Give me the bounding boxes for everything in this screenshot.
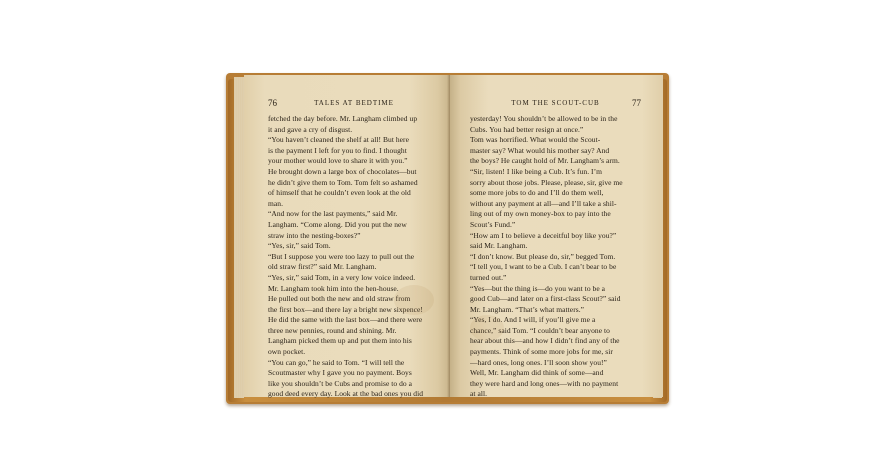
text-line: Mr. Langham took him into the hen-house. bbox=[268, 283, 399, 293]
text-line: the first box—and there lay a bright new sixpence! bbox=[268, 304, 423, 314]
text-line: sorry about those jobs. Please, please, sir, give me bbox=[470, 177, 623, 187]
text-line: Cubs. You had better resign at once.” bbox=[470, 124, 584, 134]
right-page-text bbox=[470, 114, 641, 400]
text-line: some more jobs to do and I’ll do them well, bbox=[470, 188, 604, 198]
text-line: He brought down a large box of chocolates—but bbox=[268, 166, 417, 176]
text-line: said Mr. Langham. bbox=[470, 241, 528, 251]
text-line: he didn’t give them to Tom. Tom felt so ashamed bbox=[268, 177, 418, 187]
left-page bbox=[244, 75, 450, 397]
text-line: fetched the day before. Mr. Langham climbed up bbox=[268, 114, 418, 123]
left-page-stack bbox=[234, 77, 244, 398]
text-line: is the payment I left for you to find. I thought bbox=[268, 145, 407, 155]
text-line: He pulled out both the new and old straw from bbox=[268, 294, 411, 304]
text-line: Tom was horrified. What would the Scout- bbox=[470, 135, 601, 145]
text-line: “And now for the last payments,” said Mr. bbox=[268, 209, 398, 219]
text-line: turned out.” bbox=[470, 272, 507, 282]
text-line: “You can go,” he said to Tom. “I will tell the bbox=[268, 357, 405, 367]
text-line: “Yes, sir,” said Tom, in a very low voice indeed. bbox=[268, 272, 416, 282]
text-line: the boys? He caught hold of Mr. Langham’s arm. bbox=[470, 156, 620, 166]
right-running-title: TOM THE SCOUT-CUB bbox=[511, 99, 600, 107]
text-line: “Yes, sir,” said Tom. bbox=[268, 241, 331, 251]
text-line: your mother would love to share it with you.” bbox=[268, 156, 408, 166]
text-line: Langham. “Come along. Did you put the new bbox=[268, 219, 407, 229]
text-line: “How am I to believe a deceitful boy like you?” bbox=[470, 230, 617, 240]
text-line: He did the same with the last box—and there were bbox=[268, 315, 423, 325]
text-line: “Yes—but the thing is—do you want to be a bbox=[470, 283, 606, 293]
text-line: three new pennies, round and shining. Mr. bbox=[268, 325, 397, 335]
left-running-title: TALES AT BEDTIME bbox=[314, 99, 394, 107]
text-line: “Sir, listen! I like being a Cub. It’s fun. I’m bbox=[470, 166, 603, 176]
text-line: straw into the nesting-boxes?” bbox=[268, 230, 361, 240]
text-line: good deed every day. Look at the bad ones you did bbox=[268, 389, 424, 399]
text-line: man. bbox=[268, 198, 283, 208]
text-line: “I tell you, I want to be a Cub. I can’t bear to be bbox=[470, 262, 617, 272]
left-running-head bbox=[268, 99, 440, 111]
text-line: Scoutmaster why I gave you no payment. Boys bbox=[268, 368, 412, 378]
text-line: Well, Mr. Langham did think of some—and bbox=[470, 368, 604, 378]
text-line: they were hard and long ones—with no payment bbox=[470, 378, 619, 388]
text-line: good Cub—and later on a first-class Scout?” said bbox=[470, 294, 621, 304]
text-line: “But I suppose you were too lazy to pull out the bbox=[268, 251, 415, 261]
text-line: chance,” said Tom. “I couldn’t bear anyone to bbox=[470, 325, 610, 335]
text-line: “You haven’t cleaned the shelf at all! But here bbox=[268, 135, 409, 145]
text-line: master say? What would his mother say? And bbox=[470, 145, 610, 155]
text-line: at all. bbox=[470, 389, 488, 399]
right-page-number: 77 bbox=[632, 98, 641, 108]
text-line: ling out of my own money-box to pay into the bbox=[470, 209, 611, 219]
text-line: “I don’t know. But please do, sir,” begged Tom. bbox=[470, 251, 616, 261]
left-page-text bbox=[268, 114, 440, 400]
text-line: old straw first?” said Mr. Langham. bbox=[268, 262, 377, 272]
text-line: like you shouldn’t be Cubs and promise to do a bbox=[268, 378, 413, 388]
text-line: “Yes, I do. And I will, if you’ll give me a bbox=[470, 315, 596, 325]
text-line: hear about this—and how I didn’t find any of the bbox=[470, 336, 620, 346]
text-line: Scout’s Fund.” bbox=[470, 219, 516, 229]
paper-stain bbox=[470, 315, 504, 341]
text-line: yesterday! You shouldn’t be allowed to be in the bbox=[470, 114, 618, 123]
open-book bbox=[226, 73, 669, 404]
text-line: Mr. Langham. “That’s what matters.” bbox=[470, 304, 585, 314]
text-line: own pocket. bbox=[268, 347, 306, 357]
text-line: it and gave a cry of disgust. bbox=[268, 124, 353, 134]
text-line: without any payment at all—and I’ll take a shil- bbox=[470, 198, 617, 208]
text-line: of himself that he couldn’t even look at the old bbox=[268, 188, 411, 198]
right-running-head bbox=[470, 99, 641, 111]
left-page-number: 76 bbox=[268, 98, 277, 108]
text-line: payments. Think of some more jobs for me, sir bbox=[470, 347, 613, 357]
paper-stain bbox=[394, 285, 434, 315]
text-line: —hard ones, long ones. I’ll soon show you!” bbox=[470, 357, 607, 367]
right-page bbox=[450, 75, 663, 397]
text-line: Langham picked them up and put them into his bbox=[268, 336, 412, 346]
